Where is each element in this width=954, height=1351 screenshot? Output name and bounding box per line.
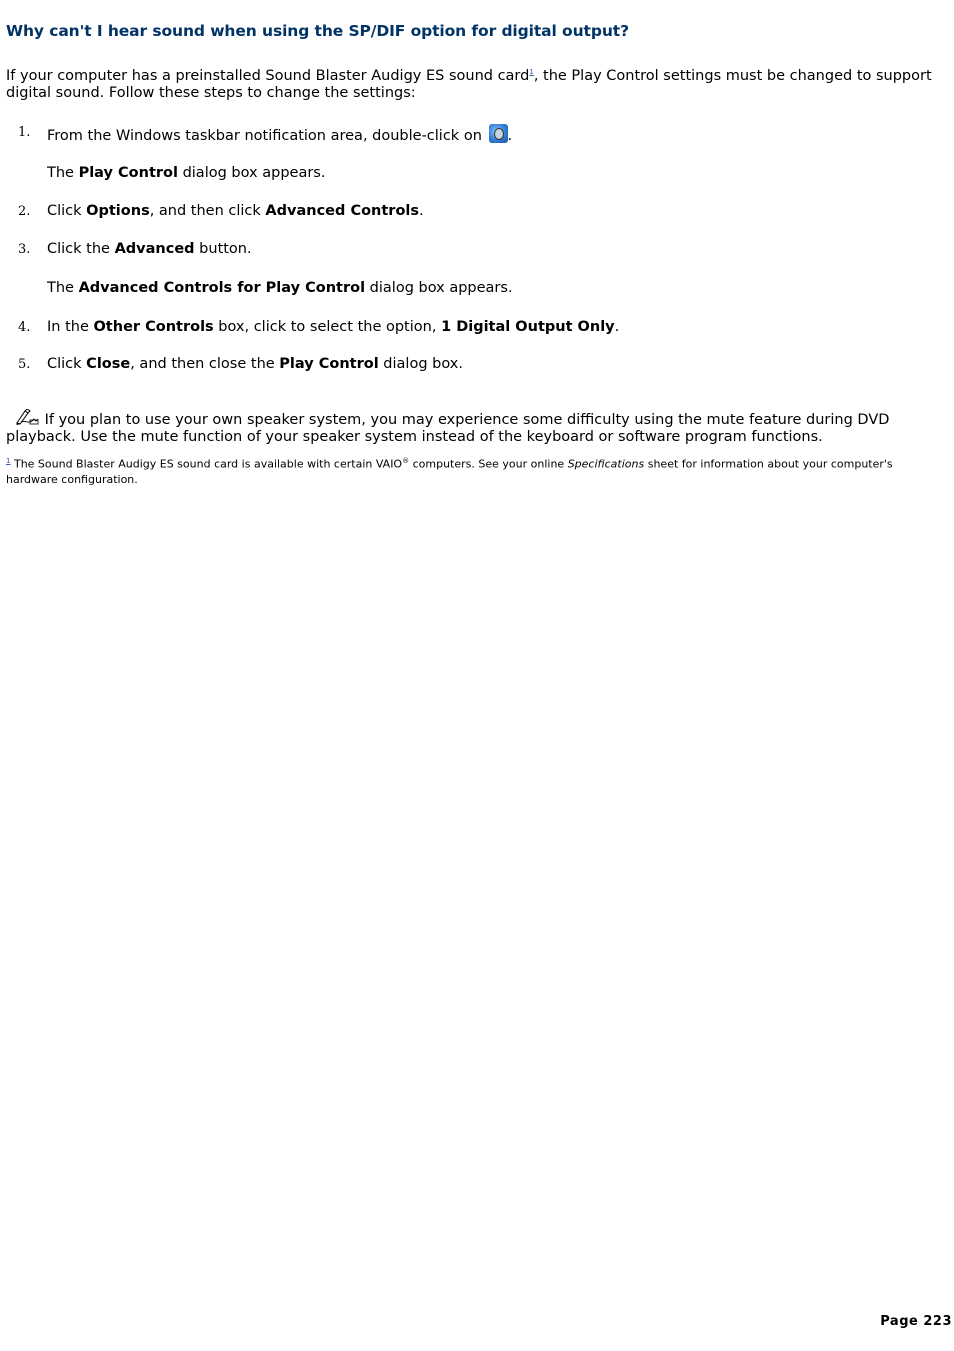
result-text: dialog box appears. bbox=[365, 280, 513, 296]
step-4-b1: Other Controls bbox=[93, 319, 214, 335]
step-3-b1: Advanced bbox=[114, 241, 195, 257]
note-paragraph bbox=[6, 409, 936, 446]
step-5-t2: , and then close the bbox=[130, 356, 280, 372]
step-2-b1: Options bbox=[86, 203, 150, 219]
result-text: The bbox=[47, 280, 79, 296]
step-3-t1: Click the bbox=[47, 241, 115, 257]
step-2-t3: . bbox=[419, 203, 424, 219]
step-4-b2: 1 Digital Output Only bbox=[441, 319, 615, 335]
result-text: The bbox=[47, 165, 79, 181]
step-number: 2. bbox=[18, 204, 31, 219]
step-5-t1: Click bbox=[47, 356, 87, 372]
step-1-end: . bbox=[507, 128, 513, 144]
page-number: Page 223 bbox=[880, 1314, 952, 1329]
step-2-t1: Click bbox=[47, 203, 87, 219]
footnote-text-1: The Sound Blaster Audigy ES sound card is available with certain VAIO bbox=[13, 457, 403, 471]
step-5-b2: Play Control bbox=[279, 356, 379, 372]
step-1-text: From the Windows taskbar notification area, double-click on bbox=[47, 128, 482, 144]
intro-paragraph bbox=[6, 64, 936, 102]
footnote-link[interactable]: 1 bbox=[529, 68, 534, 76]
step-2-b2: Advanced Controls bbox=[265, 203, 420, 219]
step-5-b1: Close bbox=[86, 356, 131, 372]
registered-mark: ® bbox=[402, 457, 410, 465]
footnote-italic: Specifications bbox=[567, 457, 645, 471]
step-text bbox=[47, 356, 463, 373]
note-pencil-icon bbox=[16, 409, 40, 425]
footnote-text-2: computers. See your online bbox=[409, 457, 568, 471]
result-text: dialog box appears. bbox=[177, 165, 326, 181]
step-number: 1. bbox=[18, 125, 31, 140]
intro-text-2: , the Play Control settings must be changed to support digital sound. Follow these steps to change the settings: bbox=[6, 67, 932, 101]
intro-text-1: If your computer has a preinstalled Sound Blaster Audigy ES sound card bbox=[6, 67, 530, 84]
step-number: 5. bbox=[18, 357, 31, 372]
step-text bbox=[47, 319, 619, 336]
step-text bbox=[47, 203, 424, 220]
step-3-t2: button. bbox=[194, 241, 252, 257]
step-2-t2: , and then click bbox=[149, 203, 266, 219]
step-text bbox=[47, 124, 512, 145]
step-text bbox=[47, 241, 252, 258]
footnote-text-3: sheet for information about your computer's hardware configuration. bbox=[6, 457, 893, 486]
note-text: If you plan to use your own speaker system, you may experience some difficulty using the mute feature during DVD playback. Use the mute function of your speaker system instead of the keyboard or software program functions. bbox=[6, 412, 890, 445]
footnote bbox=[6, 454, 936, 487]
step-4-t3: . bbox=[614, 319, 620, 335]
step-3-result bbox=[47, 280, 513, 297]
result-bold: Advanced Controls for Play Control bbox=[78, 280, 366, 296]
page-title: Why can't I hear sound when using the SP/DIF option for digital output? bbox=[6, 22, 629, 40]
step-4-t2: box, click to select the option, bbox=[213, 319, 442, 335]
step-number: 4. bbox=[18, 320, 31, 335]
footnote-mark[interactable]: 1 bbox=[6, 457, 11, 465]
step-number: 3. bbox=[18, 242, 31, 257]
step-1-result bbox=[47, 165, 325, 182]
result-bold: Play Control bbox=[78, 165, 178, 181]
sound-control-tray-icon bbox=[489, 124, 508, 143]
step-5-t3: dialog box. bbox=[378, 356, 463, 372]
step-4-t1: In the bbox=[47, 319, 94, 335]
